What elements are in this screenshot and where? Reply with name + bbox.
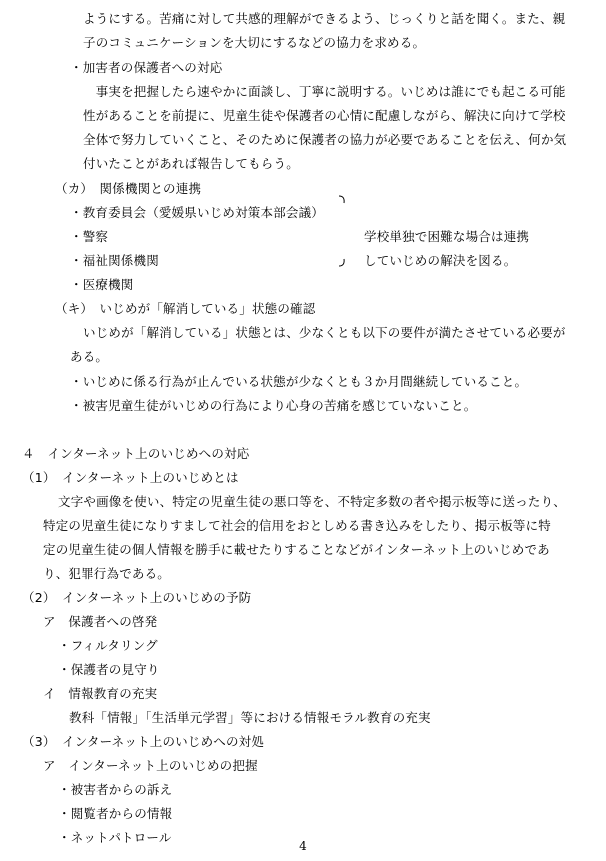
paragraph-line: 全体で努力していくこと、そのために保護者の協力が必要であることを伝え、何か気 [83, 132, 567, 147]
item-heading: ア 保護者への啓発 [43, 614, 158, 629]
subsection-heading-1: （1） インターネット上のいじめとは [22, 470, 239, 485]
paragraph-line: ある。 [70, 349, 109, 364]
paragraph-line: 性があることを前提に、児童生徒や保護者の心情に配慮しながら、解決に向けて学校 [83, 108, 566, 123]
right-brace-icon [338, 195, 346, 267]
list-item: ・閲覧者からの情報 [58, 806, 173, 821]
list-item: ・警察 [70, 229, 109, 244]
subsection-heading-2: （2） インターネット上のいじめの予防 [22, 590, 252, 605]
list-item: ・保護者の見守り [58, 662, 160, 677]
page-number: 4 [299, 839, 307, 853]
paragraph-line: 付いたことがあれば報告してもらう。 [83, 156, 299, 171]
paragraph-line: 事実を把握したら速やかに面談し、丁寧に説明する。いじめは誰にでも起こる可能 [83, 84, 566, 99]
brace-note: 学校単独で困難な場合は連携 [364, 229, 530, 244]
heading-ki: （キ） いじめが「解消している」状態の確認 [55, 301, 316, 316]
list-item: ・被害児童生徒がいじめの行為により心身の苦痛を感じていないこと。 [70, 398, 477, 413]
list-item: ・医療機関 [70, 277, 134, 292]
paragraph-line: り、犯罪行為である。 [43, 566, 171, 581]
item-heading: イ 情報教育の充実 [43, 686, 158, 701]
list-item: ・教育委員会（愛媛県いじめ対策本部会議） [70, 205, 325, 220]
subheading-perpetrator-guardian: ・加害者の保護者への対応 [70, 60, 223, 75]
item-heading: ア インターネット上のいじめの把握 [43, 758, 258, 773]
section-heading-4: ４ インターネット上のいじめへの対応 [22, 446, 250, 461]
brace-note: していじめの解決を図る。 [364, 253, 517, 268]
list-item: ・ネットパトロール [58, 830, 172, 845]
paragraph-line: 教科「情報」「生活単元学習」等における情報モラル教育の充実 [69, 710, 431, 725]
list-item: ・被害者からの訴え [58, 782, 173, 797]
list-item: ・福祉関係機関 [70, 253, 159, 268]
paragraph-line: 定の児童生徒の個人情報を勝手に載せたりすることなどがインターネット上のいじめであ [43, 542, 550, 557]
heading-ka: （カ） 関係機関との連携 [55, 181, 202, 196]
paragraph-line: ようにする。苦痛に対して共感的理解ができるよう、じっくりと話を聞く。また、親 [83, 11, 566, 26]
paragraph-line: 子のコミュニケーションを大切にするなどの協力を求める。 [83, 35, 426, 50]
paragraph-line: 文字や画像を使い、特定の児童生徒の悪口等を、不特定多数の者や掲示板等に送ったり、 [58, 494, 567, 509]
list-item: ・フィルタリング [58, 638, 158, 653]
list-item: ・いじめに係る行為が止んでいる状態が少なくとも３か月間継続していること。 [70, 374, 528, 389]
paragraph-line: 特定の児童生徒になりすまして社会的信用をおとしめる書き込みをしたり、掲示板等に特 [43, 518, 552, 533]
subsection-heading-3: （3） インターネット上のいじめへの対処 [22, 734, 265, 749]
paragraph-line: いじめが「解消している」状態とは、少なくとも以下の要件が満たさせている必要が [83, 325, 566, 340]
